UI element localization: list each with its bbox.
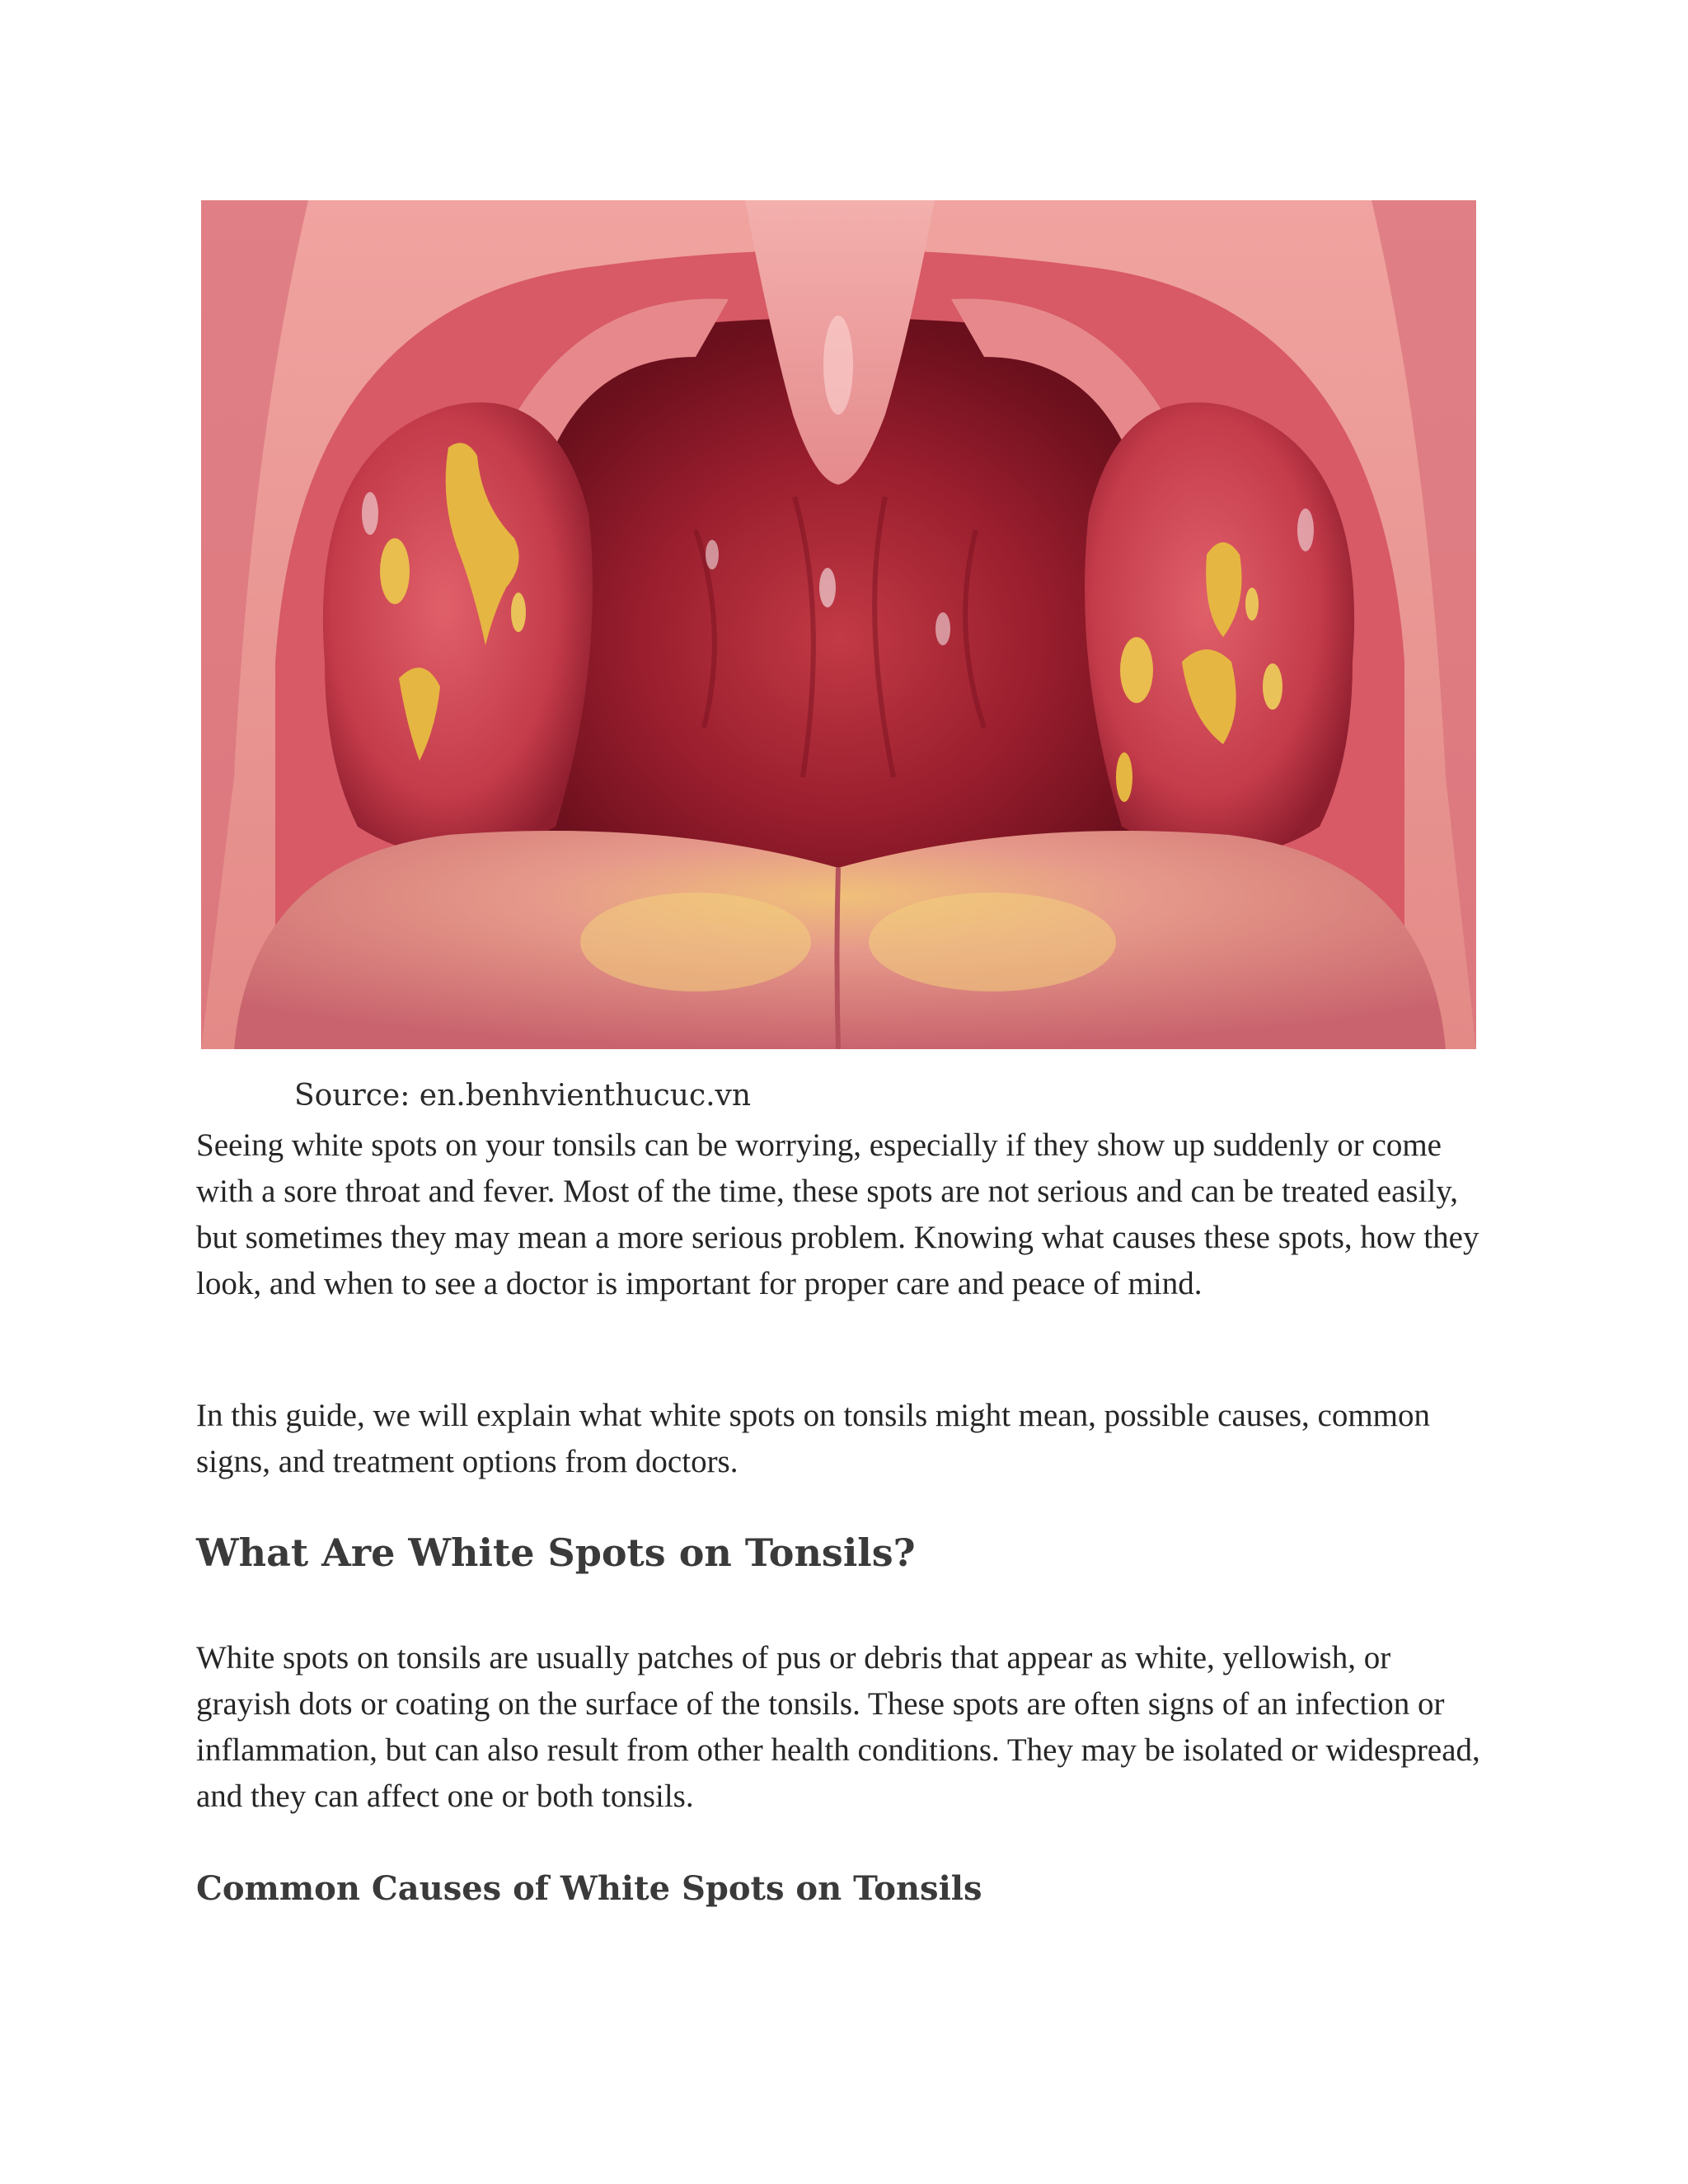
throat-illustration-svg <box>201 200 1476 1049</box>
right-tonsil-spot <box>1120 637 1153 703</box>
guide-paragraph: In this guide, we will explain what white spots on tonsils might mean, possible causes, common signs, and treatment options from doctors. <box>196 1398 1430 1479</box>
subsection-heading: Common Causes of White Spots on Tonsils <box>196 1869 982 1908</box>
section-heading: What Are White Spots on Tonsils? <box>196 1530 916 1575</box>
intro-paragraph: Seeing white spots on your tonsils can be worrying, especially if they show up suddenly or come with a sore throat and fever. Most of the time, these spots are not serious and can be treated easily, but sometimes they may mean a more serious problem. Knowing what causes these spots, how they look, and when to see a doctor is important for proper care and peace of mind. <box>196 1127 1479 1301</box>
moisture-highlight <box>706 540 719 569</box>
left-tonsil-spot <box>380 538 410 604</box>
tongue-coating <box>580 893 811 991</box>
moisture-highlight <box>935 612 950 645</box>
left-tonsil-spot <box>511 593 526 632</box>
moisture-highlight <box>819 568 836 607</box>
right-tonsil-spot <box>1116 752 1132 802</box>
section-paragraph: White spots on tonsils are usually patches of pus or debris that appear as white, yellowish, or grayish dots or coating on the surface of the tonsils. These spots are often signs of an infection or inflammation, but can also result from other health conditions. They may be isolated or widespread, and they can affect one or both tonsils. <box>196 1640 1480 1814</box>
tongue-median-groove <box>837 868 839 1049</box>
throat-tonsils-illustration <box>201 200 1476 1049</box>
uvula-highlight <box>823 316 853 415</box>
moisture-highlight <box>1297 509 1314 551</box>
tongue-coating <box>869 893 1116 991</box>
image-source-caption: Source: en.benhvienthucuc.vn <box>294 1079 752 1113</box>
right-tonsil-spot <box>1245 588 1259 621</box>
right-tonsil-spot <box>1263 663 1282 710</box>
moisture-highlight <box>362 492 378 535</box>
